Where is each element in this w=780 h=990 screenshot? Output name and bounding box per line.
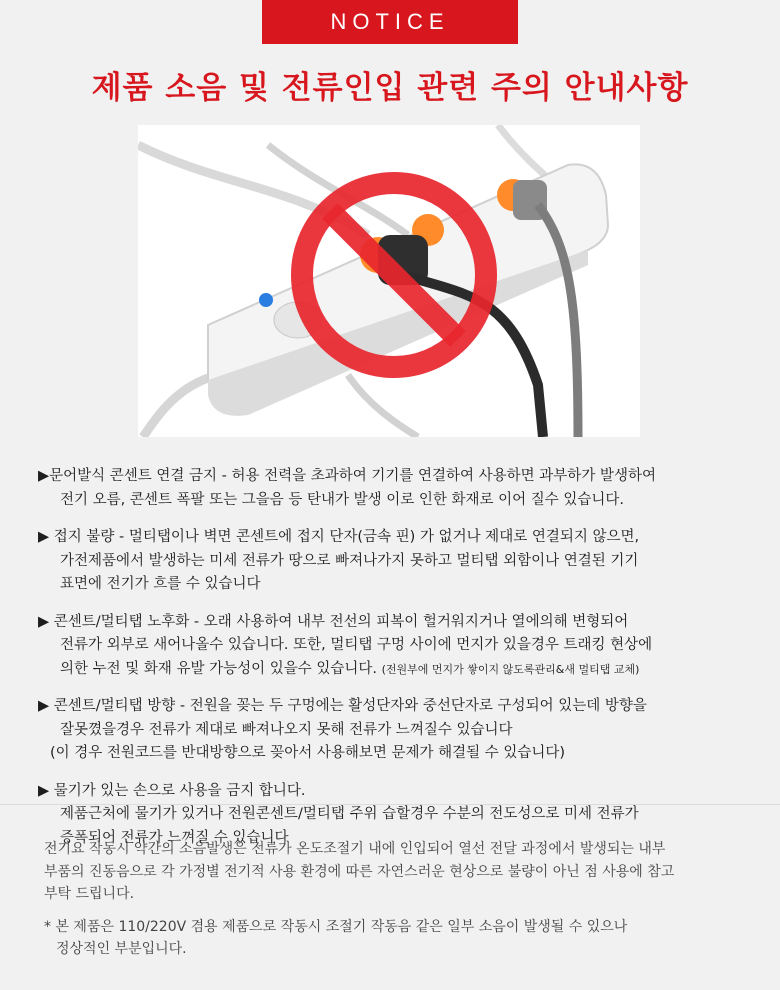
power-strip-prohibited-image (138, 125, 640, 437)
noise-paragraph (44, 838, 744, 906)
caution-heading: ▶ 접지 불량 - 멀티탭이나 벽면 콘센트에 접지 단자(금속 핀) 가 없거나 제대로 연결되지 않으면, (38, 529, 640, 545)
footnote-line: 정상적인 부분입니다. (56, 941, 187, 957)
caution-heading: ▶문어발식 콘센트 연결 금지 - 허용 전력을 초과하여 기기를 연결하여 사용하면 과부하가 발생하여 (38, 468, 656, 484)
page-title: 제품 소음 및 전류인입 관련 주의 안내사항 (91, 70, 689, 106)
caution-heading: ▶ 콘센트/멀티탭 방향 - 전원을 꽂는 두 구멍에는 활성단자와 중선단자로 구성되어 있는데 방향을 (38, 698, 647, 714)
caution-item-grounding (38, 526, 750, 597)
paragraph-line: 전기요 작동시 약간의 소음발생은 전류가 온도조절기 내에 인입되어 열선 전달 과정에서 발생되는 내부 (44, 841, 666, 857)
caution-note: (이 경우 전원코드를 반대방향으로 꽂아서 사용해보면 문제가 해결될 수 있습니다) (50, 745, 566, 761)
caution-text: 제품근처에 물기가 있거나 전원콘센트/멀티탭 주위 습할경우 수분의 전도성으로 미세 전류가 (60, 806, 639, 822)
footnote (44, 916, 744, 961)
caution-item-aging (38, 611, 750, 682)
caution-item-direction (38, 695, 750, 766)
section-divider (0, 804, 780, 805)
footnote-line: * 본 제품은 110/220V 겸용 제품으로 작동시 조절기 작동음 같은 일부 소음이 발생될 수 있으나 (44, 918, 628, 935)
caution-text: 전기 오름, 콘센트 폭팔 또는 그을음 등 탄내가 발생 이로 인한 화재로 이어 질수 있습니다. (60, 491, 624, 508)
caution-heading: ▶ 물기가 있는 손으로 사용을 금지 합니다. (38, 782, 306, 799)
caution-text: 가전제품에서 발생하는 미세 전류가 땅으로 빠져나가지 못하고 멀티탭 외함이나 연결된 기기 (60, 552, 639, 569)
caution-text: 표면에 전기가 흐를 수 있습니다 (60, 576, 261, 592)
caution-item-octopus-wiring (38, 465, 750, 512)
caution-text-part: 의한 누전 및 화재 유발 가능성이 있을수 있습니다. (60, 660, 378, 677)
caution-text: 증폭되어 전류가 느껴질 수 있습니다 (60, 829, 289, 846)
caution-text: 잘못꼈을경우 전류가 제대로 빠져나오지 못해 전류가 느껴질수 있습니다 (60, 721, 513, 738)
notice-badge: NOTICE (262, 0, 518, 44)
noise-explanation (44, 838, 744, 961)
paragraph-line: 부품의 진동음으로 각 가정별 전기적 사용 환경에 따른 자연스러운 현상으로 불량이 아닌 점 사용에 참고 (44, 863, 675, 880)
caution-note: (전원부에 먼지가 쌓이지 않도록관리&새 멀티탭 교체) (381, 662, 640, 676)
power-strip-illustration (138, 125, 640, 437)
caution-heading: ▶ 콘센트/멀티탭 노후화 - 오래 사용하여 내부 전선의 피복이 헐거워지거나 열에의해 변형되어 (38, 613, 629, 630)
paragraph-line: 부탁 드립니다. (44, 886, 135, 902)
caution-text (38, 658, 750, 682)
caution-text: 전류가 외부로 새어나올수 있습니다. 또한, 멀티탭 구멍 사이에 먼지가 있을경우 트래킹 현상에 (60, 637, 653, 653)
